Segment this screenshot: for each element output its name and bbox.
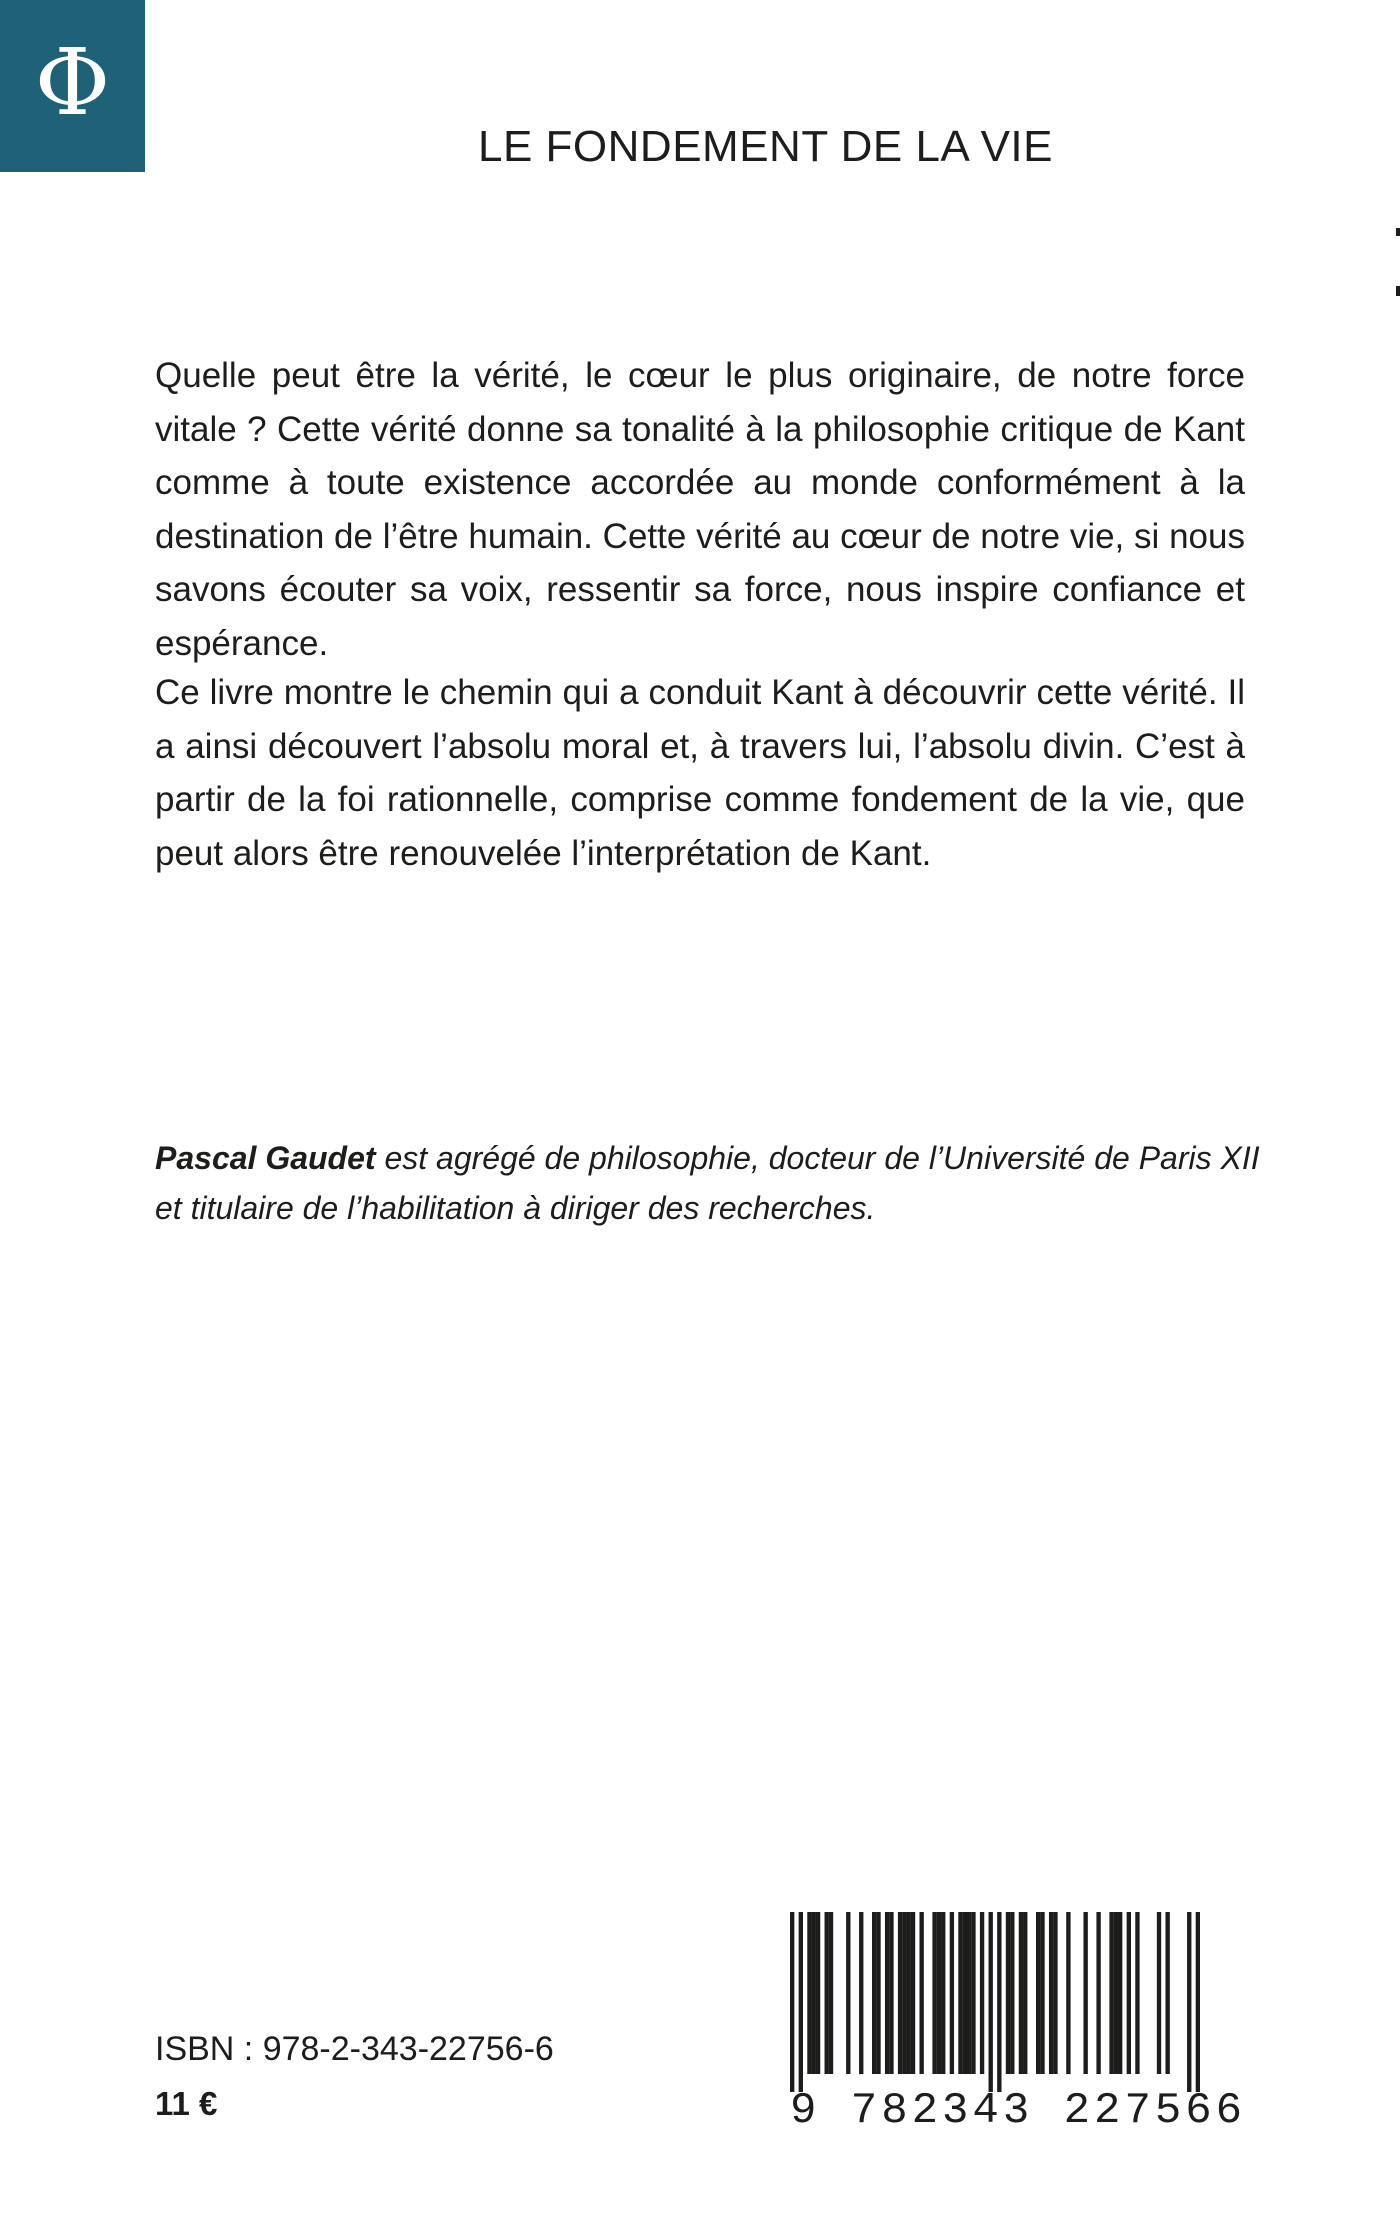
barcode-bar [971,1912,975,2074]
barcode-bar [889,1912,893,2074]
barcode-bar [1049,1912,1053,2074]
barcode-bar [799,1912,803,2092]
barcode-bar [941,1912,945,2074]
barcode-bar [872,1912,876,2074]
barcode [790,1912,1247,2140]
barcode-bar [825,1912,829,2074]
barcode-bar [859,1912,863,2074]
barcode-bar [1006,1912,1010,2074]
barcode-bar [1019,1912,1023,2074]
barcode-bar [1096,1912,1100,2074]
barcode-bar [967,1912,971,2074]
barcode-bar [950,1912,954,2074]
barcode-bar [958,1912,962,2074]
barcode-digits: 9 782343 227566 [790,2086,1247,2136]
author-bio [155,1133,1265,1233]
barcode-bar [1023,1912,1027,2074]
barcode-bar [1135,1912,1139,2074]
barcode-bar [1040,1912,1044,2074]
publisher-logo [0,0,145,172]
barcode-bar [1118,1912,1122,2074]
barcode-bar [1114,1912,1118,2074]
barcode-bar [829,1912,833,2074]
price: 11 € [155,2085,218,2122]
blurb-paragraph-2: Ce livre montre le chemin qui a conduit Kant à découvrir cette vérité. Il a ainsi découvert l’absolu moral et, à travers lui, l’absolu divin. C’est à partir de la foi rationnelle, comprise comme fondement de la vie, que peut alors être renouvelée l’interprétation de Kant. [155,673,1245,873]
phi-logo-icon: Φ [34,29,111,136]
barcode-bar [807,1912,811,2074]
barcode-bar [1066,1912,1070,2074]
barcode-bar [1053,1912,1057,2074]
barcode-bar [898,1912,902,2074]
barcode-bar [790,1912,794,2092]
barcode-bar [885,1912,889,2074]
barcode-bar [1010,1912,1014,2074]
barcode-bar [1157,1912,1161,2074]
barcode-bar [919,1912,923,2074]
barcode-bar [876,1912,880,2074]
author-name: Pascal Gaudet [155,1140,376,1176]
barcode-bar [1036,1912,1040,2074]
edge-crop-mark [1396,228,1400,236]
edge-crop-mark [1396,286,1400,296]
barcode-bar [980,1912,984,2074]
barcode-bar [911,1912,915,2074]
barcode-bar [816,1912,820,2074]
barcode-bars [790,1912,1200,2092]
barcode-bar [1083,1912,1087,2074]
barcode-bar [1196,1912,1200,2092]
barcode-bar [1165,1912,1169,2074]
barcode-bar [963,1912,967,2074]
barcode-bar [932,1912,936,2074]
isbn-number: ISBN : 978-2-343-22756-6 [155,2030,554,2068]
barcode-bar [902,1912,906,2074]
blurb-paragraph-1: Quelle peut être la vérité, le cœur le plus originaire, de notre force vitale ? Cette vérité donne sa tonalité à la philosophie critique de Kant comme à toute existence accordée au monde conformément à la destination de l’être humain. Cette vérité au cœur de notre vie, si nous savons écouter sa voix, ressentir sa force, nous inspire confiance et espérance. [155,356,1245,663]
barcode-bar [1127,1912,1131,2074]
barcode-bar [937,1912,941,2074]
book-title: LE FONDEMENT DE LA VIE [478,122,1054,171]
barcode-bar [997,1912,1001,2092]
barcode-bar [812,1912,816,2074]
barcode-bar [907,1912,911,2074]
author-bio-text: est agrégé de philosophie, docteur de l’Université de Paris XII et titulaire de l’habilitation à diriger des recherches. [155,1140,1260,1226]
barcode-bar [1109,1912,1113,2074]
barcode-bar [846,1912,850,2074]
barcode-bar [1187,1912,1191,2092]
barcode-bar [989,1912,993,2092]
